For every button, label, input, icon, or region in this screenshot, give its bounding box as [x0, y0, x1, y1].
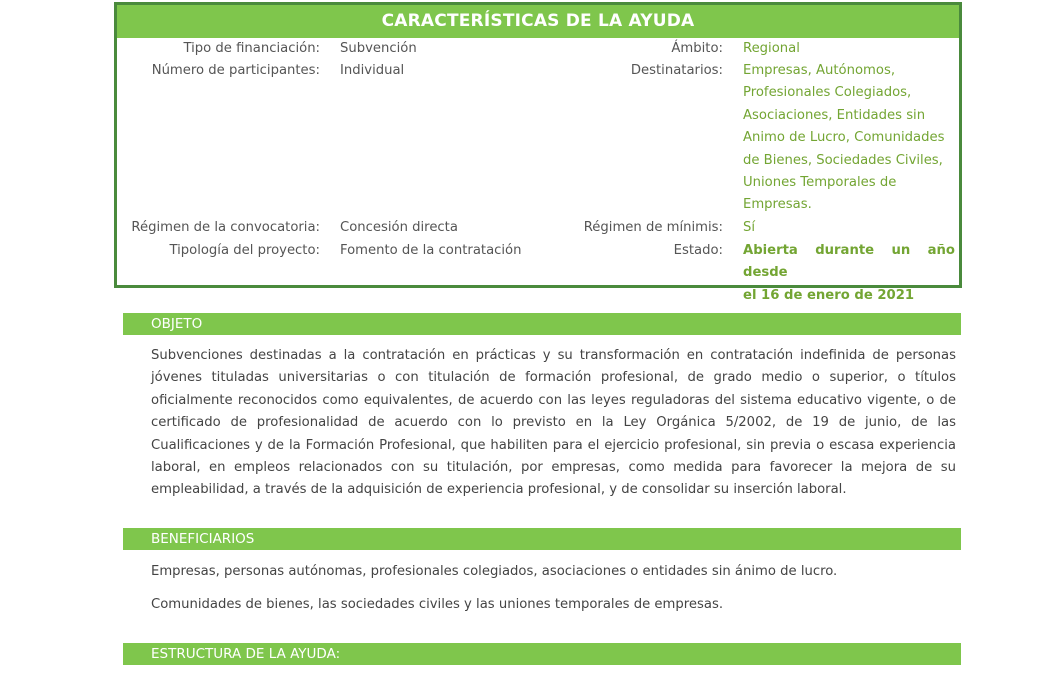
label-regimen-minimis: Régimen de mínimis:: [583, 220, 723, 235]
value-ambito: Regional: [743, 41, 800, 56]
value-tipo-financiacion: Subvención: [340, 41, 417, 56]
label-destinatarios: Destinatarios:: [630, 63, 723, 78]
destinatarios-line: Empresas, Autónomos,: [743, 63, 896, 78]
label-regimen-convocatoria: Régimen de la convocatoria:: [131, 220, 320, 235]
estado-line-2: el 16 de enero de 2021: [743, 287, 915, 303]
estado-line-1: Abierta durante un año desde: [743, 243, 955, 281]
section-header-beneficiarios: BENEFICIARIOS: [123, 528, 961, 550]
section-header-objeto: OBJETO: [123, 313, 961, 335]
value-estado: [743, 240, 955, 307]
label-tipologia-proyecto: Tipología del proyecto:: [169, 243, 320, 258]
characteristics-box: [114, 2, 962, 303]
value-regimen-convocatoria: Concesión directa: [340, 220, 458, 235]
beneficiarios-paragraph: Empresas, personas autónomas, profesionales colegiados, asociaciones o entidades sin ánimo de lucro.: [151, 564, 838, 579]
label-tipo-financiacion: Tipo de financiación:: [183, 41, 320, 56]
destinatarios-line: Uniones Temporales de: [743, 175, 897, 191]
destinatarios-line: Asociaciones, Entidades sin: [743, 107, 926, 123]
value-tipologia-proyecto: Fomento de la contratación: [340, 243, 522, 258]
label-ambito: Ámbito:: [671, 41, 723, 56]
value-destinatarios: [743, 60, 955, 217]
value-regimen-minimis: Sí: [743, 220, 756, 235]
label-estado: Estado:: [673, 243, 723, 258]
destinatarios-line: de Bienes, Sociedades Civiles,: [743, 152, 943, 168]
destinatarios-line: Profesionales Colegiados,: [743, 85, 912, 101]
section-header-estructura: ESTRUCTURA DE LA AYUDA:: [123, 643, 961, 665]
destinatarios-line: Animo de Lucro, Comunidades: [743, 130, 945, 146]
value-numero-participantes: Individual: [340, 63, 405, 78]
objeto-text: Subvenciones destinadas a la contratación en prácticas y su transformación en contratación indefinida de personas jóvenes tituladas universitarias o con titulación de formación profesional, de grado medio o superior, o títulos oficialmente reconocidos como equivalentes, de acuerdo con las leyes reguladoras del sistema educativo vigente, o de certificado de profesionalidad de acuerdo con lo previsto en la Ley Orgánica 5/2002, de 19 de junio, de las Cualificaciones y de la Formación Profesional, que habiliten para el ejercicio profesional, sin previa o escasa experiencia laboral, en empleos relacionados con su titulación, por empresas, como medida para favorecer la mejora de su empleabilidad, a través de la adquisición de experiencia profesional, y de consolidar su inserción laboral.: [151, 348, 956, 498]
characteristics-title: CARACTERÍSTICAS DE LA AYUDA: [117, 5, 959, 38]
destinatarios-line: Empresas.: [743, 197, 812, 213]
label-numero-participantes: Número de participantes:: [151, 63, 320, 78]
beneficiarios-paragraph: Comunidades de bienes, las sociedades civiles y las uniones temporales de empresas.: [151, 597, 724, 612]
